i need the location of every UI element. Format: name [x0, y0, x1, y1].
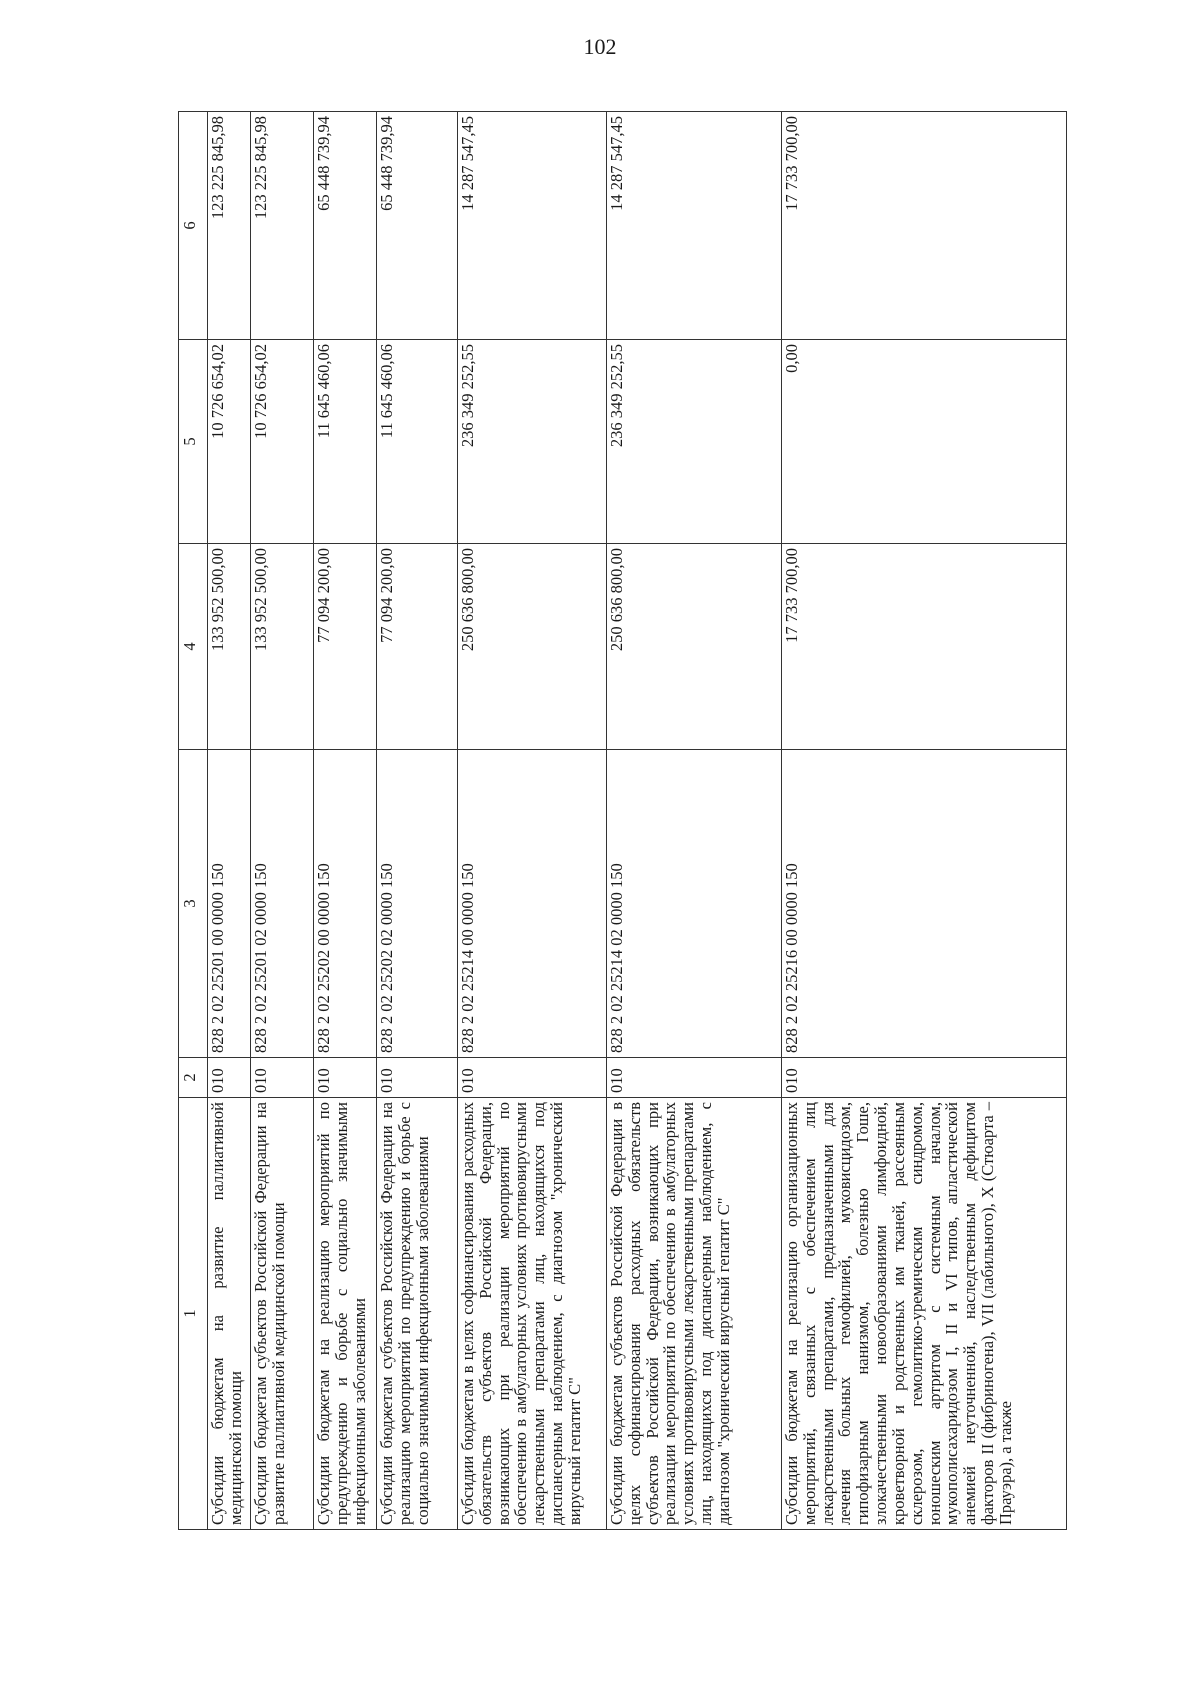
row-col5: 0,00	[782, 340, 1067, 544]
row-col4: 133 952 500,00	[208, 544, 251, 750]
header-col-3: 3	[179, 750, 208, 1058]
row-name: Субсидии бюджетам субъектов Российской Федерации на реализацию мероприятий по предупреждению и борьбе с социально значимыми инфекционными заболеваниями	[377, 1098, 458, 1530]
table-header-row	[179, 112, 208, 1530]
row-col4: 17 733 700,00	[782, 544, 1067, 750]
row-name: Субсидии бюджетам в целях софинансирования расходных обязательств субъектов Российской Федерации, возникающих при реализации мероприятий по обеспечению в амбулаторных условиях противовирусными лекарственными препаратами лиц, находящихся под диспансерным наблюдением, с диагнозом "хронический вирусный гепатит C"	[458, 1098, 607, 1530]
table-row	[377, 112, 458, 1530]
row-col6: 123 225 845,98	[208, 112, 251, 340]
row-col4: 250 636 800,00	[607, 544, 782, 750]
row-col5: 236 349 252,55	[458, 340, 607, 544]
row-budget-code: 828 2 02 25214 00 0000 150	[458, 750, 607, 1058]
row-budget-code: 828 2 02 25216 00 0000 150	[782, 750, 1067, 1058]
row-col6: 123 225 845,98	[251, 112, 314, 340]
row-col4: 77 094 200,00	[377, 544, 458, 750]
row-name: Субсидии бюджетам субъектов Российской Федерации в целях софинансирования расходных обязательств субъектов Российской Федерации, возникающих при реализации мероприятий по обеспечению в амбулаторных условиях противовирусными лекарственными препаратами лиц, находящихся под диспансерным наблюдением, с диагнозом "хронический вирусный гепатит C"	[607, 1098, 782, 1530]
row-col5: 11 645 460,06	[377, 340, 458, 544]
row-budget-code: 828 2 02 25202 02 0000 150	[377, 750, 458, 1058]
header-col-1: 1	[179, 1098, 208, 1530]
row-name: Субсидии бюджетам на реализацию организационных мероприятий, связанных с обеспечением лиц лекарственными препаратами, предназначенными для лечения больных гемофилией, муковисцидозом, гипофизарным нанизмом, болезнью Гоше, злокачественными новообразованиями лимфоидной, кроветворной и родственных им тканей, рассеянным склерозом, гемолитико-уремическим синдромом, юношеским артритом с системным началом, мукополисахаридозом I, II и VI типов, апластической анемией неуточненной, наследственным дефицитом факторов II (фибриногена), VII (лабильного), X (Стюарта – Прауэра), а также	[782, 1098, 1067, 1530]
row-name: Субсидии бюджетам субъектов Российской Федерации на развитие паллиативной медицинской помощи	[251, 1098, 314, 1530]
row-budget-code: 828 2 02 25202 00 0000 150	[314, 750, 377, 1058]
header-col-6: 6	[179, 112, 208, 340]
row-admin-code: 010	[314, 1058, 377, 1098]
table-row	[782, 112, 1067, 1530]
table-row	[208, 112, 251, 1530]
page-number: 102	[583, 34, 617, 59]
row-col6: 65 448 739,94	[377, 112, 458, 340]
row-col5: 10 726 654,02	[208, 340, 251, 544]
budget-table	[178, 111, 1067, 1530]
row-budget-code: 828 2 02 25201 02 0000 150	[251, 750, 314, 1058]
table-row	[458, 112, 607, 1530]
table-row	[607, 112, 782, 1530]
row-budget-code: 828 2 02 25214 02 0000 150	[607, 750, 782, 1058]
row-col4: 77 094 200,00	[314, 544, 377, 750]
row-col6: 14 287 547,45	[607, 112, 782, 340]
table-row	[314, 112, 377, 1530]
row-name: Субсидии бюджетам на реализацию мероприятий по предупреждению и борьбе с социально значимыми инфекционными заболеваниями	[314, 1098, 377, 1530]
row-admin-code: 010	[377, 1058, 458, 1098]
row-admin-code: 010	[208, 1058, 251, 1098]
row-col4: 250 636 800,00	[458, 544, 607, 750]
row-budget-code: 828 2 02 25201 00 0000 150	[208, 750, 251, 1058]
rotated-table-frame	[178, 112, 1060, 1530]
row-admin-code: 010	[458, 1058, 607, 1098]
row-col6: 65 448 739,94	[314, 112, 377, 340]
row-col5: 11 645 460,06	[314, 340, 377, 544]
header-col-4: 4	[179, 544, 208, 750]
row-col5: 236 349 252,55	[607, 340, 782, 544]
row-col5: 10 726 654,02	[251, 340, 314, 544]
row-admin-code: 010	[607, 1058, 782, 1098]
row-admin-code: 010	[782, 1058, 1067, 1098]
row-col4: 133 952 500,00	[251, 544, 314, 750]
table-row	[251, 112, 314, 1530]
row-col6: 17 733 700,00	[782, 112, 1067, 340]
row-admin-code: 010	[251, 1058, 314, 1098]
header-col-2: 2	[179, 1058, 208, 1098]
row-col6: 14 287 547,45	[458, 112, 607, 340]
row-name: Субсидии бюджетам на развитие паллиативной медицинской помощи	[208, 1098, 251, 1530]
header-col-5: 5	[179, 340, 208, 544]
